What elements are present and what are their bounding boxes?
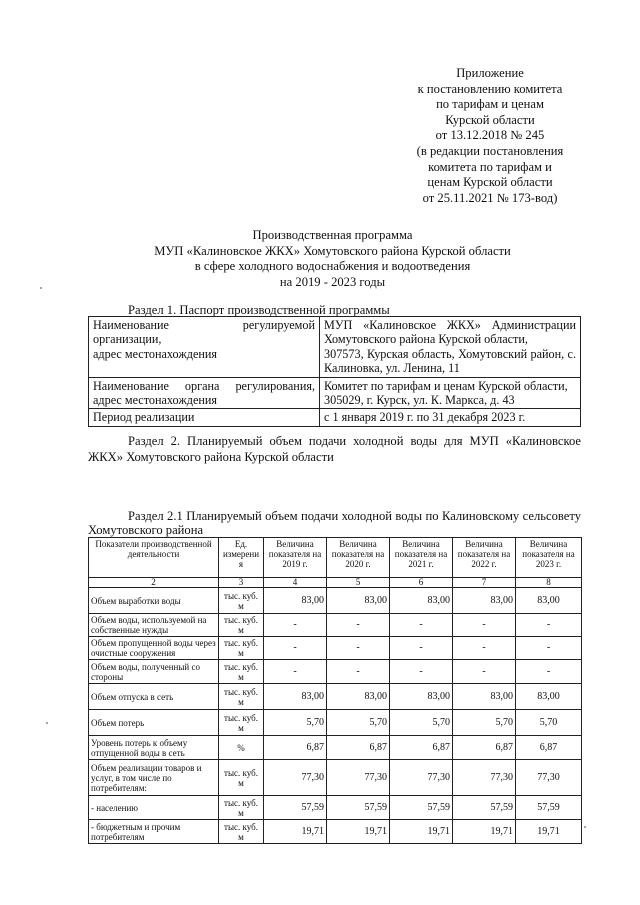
title-line: Производственная программа bbox=[252, 228, 413, 242]
appendix-line: от 25.11.2021 № 173-вод) bbox=[422, 190, 558, 205]
column-header: Величина показателя на 2021 г. bbox=[390, 538, 453, 578]
passport-row bbox=[89, 377, 581, 409]
indicator-name: Объем отпуска в сеть bbox=[89, 684, 219, 710]
indicator-name: - населению bbox=[89, 796, 219, 820]
value-cell: 19,71 bbox=[390, 820, 453, 844]
value-cell: - bbox=[516, 614, 582, 637]
passport-label-cell bbox=[89, 377, 320, 409]
passport-label: Наименование регулируемой организации, bbox=[93, 318, 315, 347]
column-number: 7 bbox=[453, 578, 516, 588]
column-header: Величина показателя на 2023 г. bbox=[516, 538, 582, 578]
passport-value: 305029, г. Курск, ул. К. Маркса, д. 43 bbox=[324, 393, 515, 408]
table-row bbox=[89, 660, 582, 684]
value-cell: 5,70 bbox=[390, 710, 453, 736]
unit-cell: % bbox=[219, 736, 264, 760]
passport-row bbox=[89, 409, 581, 426]
appendix-line: к постановлению комитета bbox=[417, 81, 563, 96]
column-number: 5 bbox=[327, 578, 390, 588]
value-cell: - bbox=[390, 637, 453, 660]
unit-cell: тыс. куб. м bbox=[219, 820, 264, 844]
value-cell: 83,00 bbox=[264, 684, 327, 710]
value-cell: 83,00 bbox=[453, 588, 516, 614]
value-cell: 57,59 bbox=[390, 796, 453, 820]
value-cell: - bbox=[264, 614, 327, 637]
water-volume-table bbox=[88, 537, 582, 844]
indicator-name: Объем выработки воды bbox=[89, 588, 219, 614]
value-cell: 19,71 bbox=[453, 820, 516, 844]
value-cell: - bbox=[327, 614, 390, 637]
passport-value: 307573, Курская область, Хомутовский район, с. Калиновка, ул. Ленина, 11 bbox=[324, 346, 576, 376]
column-header: Показатели производственной деятельности bbox=[89, 538, 219, 578]
appendix-header bbox=[395, 66, 585, 206]
column-number: 3 bbox=[219, 578, 264, 588]
value-cell: - bbox=[390, 660, 453, 684]
appendix-line: (в редакции постановления bbox=[416, 143, 564, 158]
column-header: Ед. измерени я bbox=[219, 538, 264, 578]
unit-cell: тыс. куб. м bbox=[219, 684, 264, 710]
column-number: 8 bbox=[516, 578, 582, 588]
section-1-heading: Раздел 1. Паспорт производственной программы bbox=[128, 303, 390, 317]
value-cell: 6,87 bbox=[516, 736, 582, 760]
value-cell: 57,59 bbox=[327, 796, 390, 820]
column-number: 6 bbox=[390, 578, 453, 588]
title-line: в сфере холодного водоснабжения и водоотведения bbox=[194, 259, 471, 274]
unit-cell: тыс. куб. м bbox=[219, 588, 264, 614]
value-cell: 19,71 bbox=[264, 820, 327, 844]
passport-value-cell bbox=[320, 409, 581, 426]
passport-value: Комитет по тарифам и ценам Курской области, bbox=[324, 378, 568, 393]
value-cell: 83,00 bbox=[453, 684, 516, 710]
value-cell: 77,30 bbox=[453, 760, 516, 796]
appendix-line: Курской области bbox=[445, 112, 535, 127]
value-cell: - bbox=[453, 614, 516, 637]
appendix-line: от 13.12.2018 № 245 bbox=[435, 128, 545, 143]
table-row bbox=[89, 820, 582, 844]
value-cell: 83,00 bbox=[390, 684, 453, 710]
indicator-name: - бюджетным и прочим потребителям bbox=[89, 820, 219, 844]
table-row bbox=[89, 796, 582, 820]
passport-label-cell bbox=[89, 317, 320, 378]
appendix-line: по тарифам и ценам bbox=[436, 97, 544, 112]
column-number: 4 bbox=[264, 578, 327, 588]
program-title bbox=[60, 228, 605, 290]
column-header: Величина показателя на 2022 г. bbox=[453, 538, 516, 578]
value-cell: 6,87 bbox=[390, 736, 453, 760]
value-cell: - bbox=[453, 660, 516, 684]
column-header: Величина показателя на 2019 г. bbox=[264, 538, 327, 578]
indicator-name: Объем воды, используемой на собственные нужды bbox=[89, 614, 219, 637]
value-cell: 19,71 bbox=[327, 820, 390, 844]
value-cell: 19,71 bbox=[516, 820, 582, 844]
table-row bbox=[89, 588, 582, 614]
value-cell: - bbox=[327, 637, 390, 660]
section-2-1-heading: Раздел 2.1 Планируемый объем подачи холодной воды по Калиновскому сельсовету Хомутовского района bbox=[88, 509, 581, 537]
value-cell: 6,87 bbox=[327, 736, 390, 760]
value-cell: 83,00 bbox=[264, 588, 327, 614]
appendix-line: ценам Курской области bbox=[427, 175, 553, 190]
table-row bbox=[89, 710, 582, 736]
value-cell: 5,70 bbox=[516, 710, 582, 736]
column-number: 2 bbox=[89, 578, 219, 588]
unit-cell: тыс. куб. м bbox=[219, 637, 264, 660]
passport-label: адрес местонахождения bbox=[93, 393, 217, 408]
value-cell: 83,00 bbox=[390, 588, 453, 614]
passport-value-cell bbox=[320, 317, 581, 378]
value-cell: 83,00 bbox=[327, 684, 390, 710]
value-cell: 83,00 bbox=[327, 588, 390, 614]
table-row bbox=[89, 614, 582, 637]
value-cell: 57,59 bbox=[453, 796, 516, 820]
value-cell: 77,30 bbox=[390, 760, 453, 796]
value-cell: 6,87 bbox=[453, 736, 516, 760]
unit-cell: тыс. куб. м bbox=[219, 660, 264, 684]
value-cell: - bbox=[264, 660, 327, 684]
value-cell: - bbox=[516, 660, 582, 684]
passport-label-cell bbox=[89, 409, 320, 426]
value-cell: 6,87 bbox=[264, 736, 327, 760]
unit-cell: тыс. куб. м bbox=[219, 710, 264, 736]
value-cell: 83,00 bbox=[516, 684, 582, 710]
table-row bbox=[89, 637, 582, 660]
section-2-heading: Раздел 2. Планируемый объем подачи холодной воды для МУП «Калиновское ЖКХ» Хомутовского района Курской области bbox=[88, 434, 581, 464]
passport-value: МУП «Калиновское ЖКХ» Администрации Хомутовского района Курской области, bbox=[324, 318, 576, 347]
scan-speck bbox=[584, 826, 586, 828]
indicator-name: Объем потерь bbox=[89, 710, 219, 736]
appendix-line: комитета по тарифам и bbox=[428, 159, 552, 174]
passport-row bbox=[89, 317, 581, 378]
unit-cell: тыс. куб. м bbox=[219, 796, 264, 820]
value-cell: - bbox=[264, 637, 327, 660]
column-header: Величина показателя на 2020 г. bbox=[327, 538, 390, 578]
passport-label: адрес местонахождения bbox=[93, 346, 217, 361]
value-cell: - bbox=[390, 614, 453, 637]
value-cell: 5,70 bbox=[453, 710, 516, 736]
passport-label: Наименование органа регулирования, bbox=[93, 378, 315, 393]
scan-speck bbox=[40, 287, 42, 289]
table-row bbox=[89, 760, 582, 796]
appendix-line: Приложение bbox=[456, 66, 524, 80]
value-cell: - bbox=[516, 637, 582, 660]
indicator-name: Объем реализации товаров и услуг, в том числе по потребителям: bbox=[89, 760, 219, 796]
passport-value: с 1 января 2019 г. по 31 декабря 2023 г. bbox=[324, 410, 526, 425]
value-cell: 77,30 bbox=[327, 760, 390, 796]
value-cell: 57,59 bbox=[264, 796, 327, 820]
table-row bbox=[89, 684, 582, 710]
unit-cell: тыс. куб. м bbox=[219, 614, 264, 637]
value-cell: 77,30 bbox=[264, 760, 327, 796]
passport-value-cell bbox=[320, 377, 581, 409]
scan-speck bbox=[46, 722, 48, 724]
indicator-name: Уровень потерь к объему отпущенной воды в сеть bbox=[89, 736, 219, 760]
value-cell: 57,59 bbox=[516, 796, 582, 820]
value-cell: 5,70 bbox=[327, 710, 390, 736]
value-cell: - bbox=[327, 660, 390, 684]
indicator-name: Объем воды, полученный со стороны bbox=[89, 660, 219, 684]
value-cell: 77,30 bbox=[516, 760, 582, 796]
indicator-name: Объем пропущенной воды через очистные сооружения bbox=[89, 637, 219, 660]
value-cell: - bbox=[453, 637, 516, 660]
title-line: на 2019 - 2023 годы bbox=[279, 274, 386, 289]
unit-cell: тыс. куб. м bbox=[219, 760, 264, 796]
passport-table bbox=[88, 316, 581, 427]
table-row bbox=[89, 736, 582, 760]
passport-label: Период реализации bbox=[93, 410, 195, 425]
value-cell: 83,00 bbox=[516, 588, 582, 614]
value-cell: 5,70 bbox=[264, 710, 327, 736]
title-line: МУП «Калиновское ЖКХ» Хомутовского района Курской области bbox=[154, 243, 511, 258]
